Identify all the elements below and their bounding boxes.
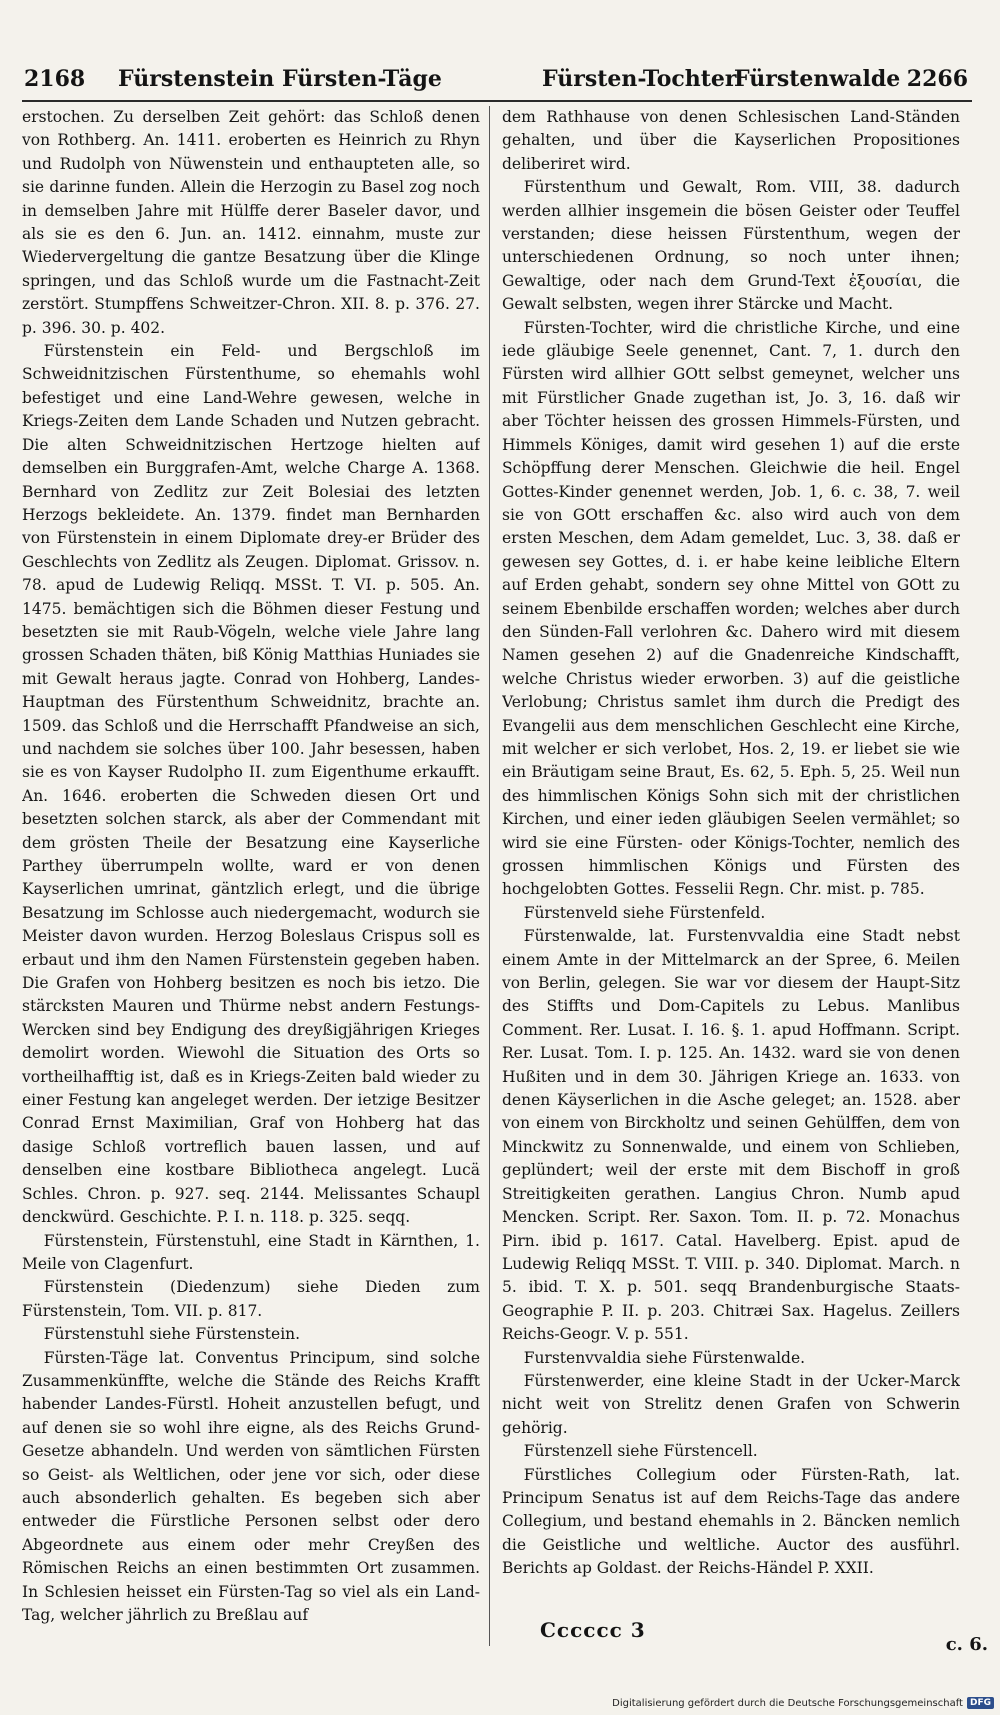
dictionary-page xyxy=(22,60,972,1670)
entry-text: Fürstenstein, Fürstenstuhl, eine Stadt in Kärnthen, 1. Meile von Clagenfurt. xyxy=(22,1231,480,1273)
entry-text: Fürstenstein (Diedenzum) siehe Dieden zum Fürstenstein, Tom. VII. p. 817. xyxy=(22,1278,480,1320)
right-column xyxy=(502,106,960,1666)
header-keyword-1: Fürstenstein xyxy=(118,66,275,92)
entry-text: dem Rathhause von denen Schlesischen Land-Ständen gehalten, und über die Kayserlichen Propositiones deliberiret wird. xyxy=(502,108,960,173)
dfg-logo: DFG xyxy=(967,1697,994,1709)
running-header xyxy=(22,60,972,102)
signature-mark: Cccccc 3 xyxy=(540,1618,646,1642)
entry-text: Furstenvvaldia siehe Fürstenwalde. xyxy=(523,1348,806,1367)
header-keyword-3: Fürsten-Tochter xyxy=(542,66,737,92)
left-column xyxy=(22,106,480,1666)
page-number-right: 2266 xyxy=(906,66,968,92)
entry-text: Fürstenzell siehe Fürstencell. xyxy=(523,1442,758,1461)
header-keyword-2: Fürsten-Täge xyxy=(282,66,442,92)
entry-text: Fürstenwerder, eine kleine Stadt in der Ucker-Marck nicht weit von Strelitz denen Grafen von Schwerin gehörig. xyxy=(502,1371,960,1437)
entry-text: erstochen. Zu derselben Zeit gehört: das Schloß denen von Rothberg. An. 1411. eroberten es Heinrich zu Rhyn und Rudolph von Nüwenstein und enthaupteten alle, so sie darinne funden. Allein die Herzogin zu Basel zog noch in demselben Jahre mit Hülffe derer Baseler davor, und als sie es den 6. Jun. an. 1412. einnahm, muste zur Wiedervergeltung die gantze Besatzung über die Klinge springen, und das Schloß wurde um die Fastnacht-Zeit zerstört. Stumpffens Schweitzer-Chron. XII. 8. p. 376. 27. p. 396. 30. p. 402. xyxy=(22,108,480,337)
entry-text: Fürstenstein ein Feld- und Bergschloß im Schweidnitzischen Fürstenthume, so ehemahls wohl befestiget und eine Land-Wehre gewesen, welche in Kriegs-Zeiten dem Lande Schaden und Nutzen gebracht. Die alten Schweidnitzischen Hertzoge hielten auf demselben ein Burggrafen-Amt, welche Charge A. 1368. Bernhard von Zedlitz zur Zeit Bolesiai des letzten Herzogs bekleidete. An. 1379. findet man Bernharden von Fürstenstein in einem Diplomate drey-er Brüder des Geschlechts von Zedlitz als Zeugen. Diplomat. Grissov. n. 78. apud de Ludewig Reliqq. MSSt. T. VI. p. 505. An. 1475. bemächtigen sich die Böhmen dieser Festung und besetzten sie mit Raub-Vögeln, welche viele Jahre lang grossen Schaden thäten, biß König Matthias Huniades sie mit Gewalt heraus jagte. Conrad von Hohberg, Landes-Hauptman des Fürstenthum Schweidnitz, brachte an. 1509. das Schloß und die Herrschafft Pfandweise an sich, und nachdem sie solches über 100. Jahr besessen, haben sie es von Kayser Rudolpho II. zum Eigenthume erkaufft. An. 1646. eroberten die Schweden diesen Ort und besetzten solchen starck, als aber der Commendant mit dem grösten Theile der Besatzung eine Kayserliche Parthey überrumpeln wollte, ward er von denen Kayserlichen umrinat, gäntzlich erlegt, und die übrige Besatzung im Schlosse auch niedergemacht, wodurch sie Meister davon wurden. Herzog Boleslaus Crispus soll es erbaut und ihm den Namen Fürstenstein gegeben haben. Die Grafen von Hohberg besitzen es noch bis ietzo. Die stärcksten Mauren und Thürme nebst andern Festungs-Wercken sind bey Endigung des dreyßigjährigen Krieges demolirt worden. Wiewohl die Situation des Orts so vortheilhafftig ist, daß es in Kriegs-Zeiten bald wieder zu einer Festung kan angeleget werden. Der ietzige Besitzer Conrad Ernst Maximilian, Graf von Hohberg hat das dasige Schloß vortreflich bauen lassen, und auf denselben eine kostbare Bibliotheca angelegt. Lucä Schles. Chron. p. 927. seq. 2144. Melissantes Schaupl denckwürd. Geschichte. P. I. n. 118. p. 325. seqq. xyxy=(22,342,480,1227)
header-rule xyxy=(22,100,972,102)
page-number-left: 2168 xyxy=(24,66,86,92)
column-divider xyxy=(489,106,490,1646)
entry-text: Fürstenwalde, lat. Furstenvvaldia eine Stadt nebst einem Amte in der Mittelmarck an der Spree, 6. Meilen von Berlin, gelegen. Sie war vor diesem der Haupt-Sitz des Stiffts und Dom-Capitels zu Lebus. Manlibus Comment. Rer. Lusat. I. 16. §. 1. apud Hoffmann. Script. Rer. Lusat. Tom. I. p. 125. An. 1432. ward sie von denen Hußiten und in dem 30. Jährigen Kriege an. 1633. von denen Käyserlichen in die Asche geleget; an. 1528. aber von einem von Birckholtz und seinen Gehülffen, dem von Minckwitz zu Sonnenwalde, und einem von Schlieben, geplündert; weil der erste mit dem Bischoff in groß Streitigkeiten gerathen. Langius Chron. Numb apud Mencken. Script. Rer. Saxon. Tom. II. p. 72. Monachus Pirn. ibid p. 1617. Catal. Havelberg. Epist. apud de Ludewig Reliqq MSSt. T. VIII. p. 340. Diplomat. March. n 5. ibid. T. X. p. 501. seqq Brandenburgische Staats-Geographie P. II. p. 203. Chitræi Sax. Hagelus. Zeillers Reichs-Geogr. V. p. 551. xyxy=(502,927,960,1344)
entry-text: Fürstenthum und Gewalt, Rom. VIII, 38. dadurch werden allhier insgemein die bösen Geister oder Teuffel verstanden; diese heissen Fürstenthum, wegen der unterschiedenen Ordnung, so noch unter ihnen; Gewaltige, oder nach dem Grund-Text ἐξουσίαι, die Gewalt selbsten, wegen ihrer Stärcke und Macht. xyxy=(502,178,960,314)
entry-text: Fürsten-Täge lat. Conventus Principum, sind solche Zusammenkünffte, welche die Stände des Reichs Krafft habender Landes-Fürstl. Hoheit anzustellen befugt, und auf denen sie so wohl ihre eigne, als des Reichs Grund-Gesetze abhandeln. Und werden von sämtlichen Fürsten so Geist- als Weltlichen, oder jene vor sich, oder diese auch absonderlich gehalten. Es begeben sich aber entweder die Fürstliche Personen selbst oder dero Abgeordnete aus einem oder mehr Creyßen des Römischen Reichs an einen bestimmten Ort zusammen. In Schlesien heisset ein Fürsten-Tag so viel als ein Land-Tag, welcher jährlich zu Breßlau auf xyxy=(22,1348,480,1624)
entry-text: Fürstenstuhl siehe Fürstenstein. xyxy=(43,1325,301,1344)
entry-text: Fürsten-Tochter, wird die christliche Kirche, und eine iede gläubige Seele genennet, Cant. 7, 1. durch den Fürsten wird allhier GOtt selbst gemeynet, welcher uns mit Fürstlicher Gnade zugethan ist, Jo. 3, 16. daß wir aber Töchter heissen des grossen Himmels-Fürsten, und Himmels Königes, damit wird gesehen 1) auf die erste Schöpffung derer Menschen. Gleichwie die heil. Engel Gottes-Kinder genennet werden, Job. 1, 6. c. 38, 7. weil sie von GOtt erschaffen &c. also wird auch von dem ersten Meschen, dem Adam gemeldet, Luc. 3, 38. daß er gewesen sey Gottes, d. i. er habe keine leibliche Eltern auf Erden gehabt, sondern sey ohne Mittel von GOtt zu seinem Ebenbilde erschaffen worden; welches aber durch den Sünden-Fall verlohren &c. Dahero wird mit diesem Namen gesehen 2) auf die Gnadenreiche Kindschafft, welche Christus wieder erworben. 3) auf die geistliche Verlobung; Christus samlet ihm durch die Predigt des Evangelii aus dem menschlichen Geschlecht eine Kirche, mit welcher er sich verlobet, Hos. 2, 19. er liebet sie wie ein Bräutigam seine Braut, Es. 62, 5. Eph. 5, 25. Weil nun des himmlischen Königs Sohn sich mit der christlichen Kirchen, und einer ieden gläubigen Seelen vermählet; so wird sie eine Fürsten- oder Königs-Tochter, nemlich des grossen himmlischen Königs und Fürsten des hochgelobten Gottes. Fesselii Regn. Chr. mist. p. 785. xyxy=(502,318,960,899)
header-keyword-4: Fürstenwalde xyxy=(734,66,901,92)
entry-text: Fürstenveld siehe Fürstenfeld. xyxy=(523,903,766,922)
digitization-credit xyxy=(612,1697,994,1709)
entry-text: Fürstliches Collegium oder Fürsten-Rath, lat. Principum Senatus ist auf dem Reichs-Tage das andere Collegium, und bestand ehemahls in 2. Bäncken nemlich die Geistliche und weltliche. Auctor des ausführl. Berichts ap Goldast. der Reichs-Händel P. XXII. xyxy=(502,1465,960,1578)
catchword: c. 6. xyxy=(945,1634,988,1655)
credit-text: Digitalisierung gefördert durch die Deutsche Forschungsgemeinschaft xyxy=(612,1697,963,1709)
